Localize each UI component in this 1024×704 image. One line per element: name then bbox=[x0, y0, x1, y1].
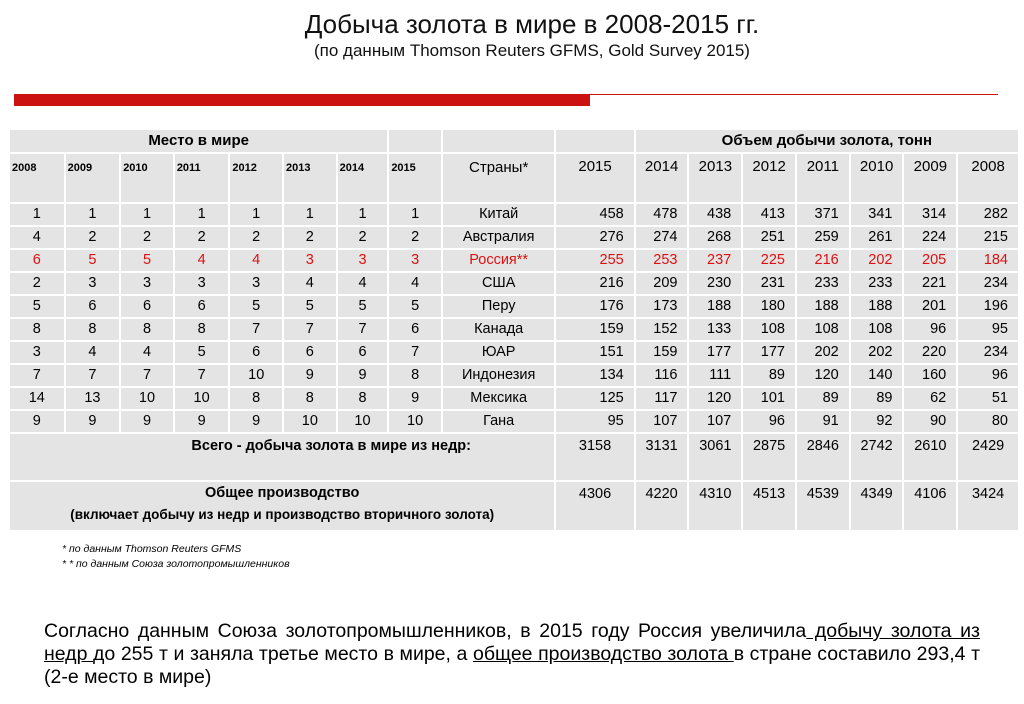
volume-cell: 233 bbox=[850, 272, 904, 295]
volume-cell: 216 bbox=[555, 272, 634, 295]
rank-cell: 1 bbox=[229, 203, 283, 226]
rank-cell: 8 bbox=[337, 387, 389, 410]
rank-cell: 3 bbox=[174, 272, 230, 295]
volume-cell: 202 bbox=[850, 249, 904, 272]
rank-header: Место в мире bbox=[9, 129, 388, 153]
rank-cell: 2 bbox=[174, 226, 230, 249]
total-value-cell: 3158 bbox=[555, 433, 634, 481]
volume-cell: 274 bbox=[635, 226, 689, 249]
volume-cell: 107 bbox=[635, 410, 689, 433]
table-row bbox=[9, 272, 1019, 295]
page-title: Добыча золота в мире в 2008-2015 гг. bbox=[304, 9, 760, 39]
volume-cell: 314 bbox=[903, 203, 957, 226]
rank-cell: 5 bbox=[229, 295, 283, 318]
volume-cell: 234 bbox=[957, 341, 1019, 364]
table-row bbox=[9, 249, 1019, 272]
volume-cell: 188 bbox=[850, 295, 904, 318]
table-row bbox=[9, 226, 1019, 249]
rank-cell: 5 bbox=[283, 295, 337, 318]
volume-cell: 133 bbox=[688, 318, 742, 341]
rank-cell: 7 bbox=[9, 364, 65, 387]
volume-cell: 371 bbox=[796, 203, 850, 226]
rank-cell: 6 bbox=[120, 295, 174, 318]
rank-cell: 6 bbox=[174, 295, 230, 318]
volume-cell: 413 bbox=[742, 203, 796, 226]
volume-cell: 259 bbox=[796, 226, 850, 249]
total-value-cell: 2429 bbox=[957, 433, 1019, 481]
volume-cell: 231 bbox=[742, 272, 796, 295]
country-cell: Китай bbox=[442, 203, 555, 226]
rank-cell: 7 bbox=[120, 364, 174, 387]
volume-cell: 188 bbox=[688, 295, 742, 318]
volume-cell: 51 bbox=[957, 387, 1019, 410]
footnote-1: * по данным Thomson Reuters GFMS bbox=[62, 543, 242, 555]
rank-cell: 10 bbox=[388, 410, 442, 433]
rank-cell: 5 bbox=[388, 295, 442, 318]
rank-cell: 9 bbox=[337, 364, 389, 387]
rank-cell: 6 bbox=[388, 318, 442, 341]
total-value-cell: 2742 bbox=[850, 433, 904, 481]
rank-cell: 4 bbox=[120, 341, 174, 364]
rank-cell: 4 bbox=[65, 341, 121, 364]
country-cell: США bbox=[442, 272, 555, 295]
rank-cell: 3 bbox=[9, 341, 65, 364]
volume-cell: 152 bbox=[635, 318, 689, 341]
summary-part-3: в стране составило 293,4 т (2-е место в мире) bbox=[44, 643, 980, 688]
total-value-cell: 3131 bbox=[635, 433, 689, 481]
volume-cell: 120 bbox=[796, 364, 850, 387]
volume-cell: 251 bbox=[742, 226, 796, 249]
rank-cell: 1 bbox=[65, 203, 121, 226]
volume-cell: 160 bbox=[903, 364, 957, 387]
volume-cell: 205 bbox=[903, 249, 957, 272]
production-value-cell: 4539 bbox=[796, 481, 850, 531]
rank-year-header: 2014 bbox=[337, 153, 389, 203]
rank-cell: 2 bbox=[283, 226, 337, 249]
rank-cell: 9 bbox=[229, 410, 283, 433]
volume-cell: 89 bbox=[742, 364, 796, 387]
volume-cell: 276 bbox=[555, 226, 634, 249]
rank-cell: 6 bbox=[337, 341, 389, 364]
rank-cell: 8 bbox=[174, 318, 230, 341]
volume-cell: 151 bbox=[555, 341, 634, 364]
gold-production-table bbox=[8, 128, 1020, 532]
volume-cell: 201 bbox=[903, 295, 957, 318]
volume-cell: 253 bbox=[635, 249, 689, 272]
rank-cell: 1 bbox=[120, 203, 174, 226]
rank-cell: 7 bbox=[283, 318, 337, 341]
production-sublabel: (включает добычу из недр и производство вторичного золота) bbox=[70, 507, 495, 522]
total-value-cell: 3061 bbox=[688, 433, 742, 481]
rank-cell: 1 bbox=[283, 203, 337, 226]
volume-cell: 80 bbox=[957, 410, 1019, 433]
country-cell: Гана bbox=[442, 410, 555, 433]
production-value-cell: 4310 bbox=[688, 481, 742, 531]
rank-cell: 10 bbox=[120, 387, 174, 410]
volume-cell: 116 bbox=[635, 364, 689, 387]
volume-year-header: 2013 bbox=[688, 153, 742, 203]
rank-cell: 6 bbox=[9, 249, 65, 272]
volume-cell: 220 bbox=[903, 341, 957, 364]
volume-cell: 120 bbox=[688, 387, 742, 410]
volume-cell: 96 bbox=[903, 318, 957, 341]
table-row bbox=[9, 364, 1019, 387]
country-cell: Канада bbox=[442, 318, 555, 341]
rank-cell: 9 bbox=[174, 410, 230, 433]
rank-cell: 13 bbox=[65, 387, 121, 410]
rank-cell: 7 bbox=[388, 341, 442, 364]
rank-cell: 9 bbox=[120, 410, 174, 433]
volume-cell: 140 bbox=[850, 364, 904, 387]
volume-cell: 215 bbox=[957, 226, 1019, 249]
rank-year-header: 2009 bbox=[65, 153, 121, 203]
volume-header-empty bbox=[555, 129, 634, 153]
rank-cell: 9 bbox=[283, 364, 337, 387]
rank-cell: 3 bbox=[337, 249, 389, 272]
volume-year-header: 2012 bbox=[742, 153, 796, 203]
table-row bbox=[9, 387, 1019, 410]
volume-cell: 89 bbox=[796, 387, 850, 410]
rank-cell: 6 bbox=[283, 341, 337, 364]
volume-year-header: 2009 bbox=[903, 153, 957, 203]
rank-cell: 3 bbox=[283, 249, 337, 272]
summary-link-mining: добычу золота из недр bbox=[44, 620, 980, 665]
volume-cell: 224 bbox=[903, 226, 957, 249]
volume-year-header: 2015 bbox=[555, 153, 634, 203]
volume-cell: 125 bbox=[555, 387, 634, 410]
volume-cell: 159 bbox=[635, 341, 689, 364]
volume-cell: 233 bbox=[796, 272, 850, 295]
rank-cell: 10 bbox=[283, 410, 337, 433]
volume-cell: 95 bbox=[957, 318, 1019, 341]
country-header: Страны* bbox=[442, 153, 555, 203]
volume-cell: 62 bbox=[903, 387, 957, 410]
rank-cell: 3 bbox=[120, 272, 174, 295]
volume-cell: 108 bbox=[742, 318, 796, 341]
rank-cell: 1 bbox=[337, 203, 389, 226]
production-value-cell: 4513 bbox=[742, 481, 796, 531]
volume-year-header: 2010 bbox=[850, 153, 904, 203]
volume-cell: 96 bbox=[742, 410, 796, 433]
accent-line bbox=[590, 94, 998, 95]
volume-cell: 173 bbox=[635, 295, 689, 318]
volume-cell: 90 bbox=[903, 410, 957, 433]
country-cell: Индонезия bbox=[442, 364, 555, 387]
rank-cell: 7 bbox=[65, 364, 121, 387]
volume-cell: 159 bbox=[555, 318, 634, 341]
volume-cell: 282 bbox=[957, 203, 1019, 226]
rank-cell: 6 bbox=[229, 341, 283, 364]
country-cell: Мексика bbox=[442, 387, 555, 410]
volume-cell: 91 bbox=[796, 410, 850, 433]
volume-year-header: 2014 bbox=[635, 153, 689, 203]
production-value-cell: 4306 bbox=[555, 481, 634, 531]
volume-cell: 458 bbox=[555, 203, 634, 226]
table-row bbox=[9, 203, 1019, 226]
total-row bbox=[9, 433, 1019, 481]
rank-cell: 2 bbox=[388, 226, 442, 249]
volume-cell: 268 bbox=[688, 226, 742, 249]
summary-part-2: до 255 т и заняла третье место в мире, а bbox=[93, 643, 473, 665]
rank-cell: 1 bbox=[388, 203, 442, 226]
rank-cell: 4 bbox=[9, 226, 65, 249]
volume-cell: 221 bbox=[903, 272, 957, 295]
rank-cell: 2 bbox=[229, 226, 283, 249]
volume-cell: 134 bbox=[555, 364, 634, 387]
volume-cell: 96 bbox=[957, 364, 1019, 387]
rank-cell: 3 bbox=[65, 272, 121, 295]
rank-cell: 4 bbox=[283, 272, 337, 295]
volume-cell: 261 bbox=[850, 226, 904, 249]
rank-cell: 8 bbox=[9, 318, 65, 341]
rank-cell: 5 bbox=[120, 249, 174, 272]
rank-cell: 1 bbox=[9, 203, 65, 226]
summary-link-production: общее производство золота bbox=[473, 643, 734, 665]
volume-cell: 108 bbox=[796, 318, 850, 341]
rank-cell: 7 bbox=[337, 318, 389, 341]
country-cell: Перу bbox=[442, 295, 555, 318]
production-value-cell: 4349 bbox=[850, 481, 904, 531]
country-cell: Россия** bbox=[442, 249, 555, 272]
rank-cell: 10 bbox=[229, 364, 283, 387]
volume-cell: 95 bbox=[555, 410, 634, 433]
volume-cell: 184 bbox=[957, 249, 1019, 272]
volume-cell: 177 bbox=[688, 341, 742, 364]
rank-cell: 4 bbox=[229, 249, 283, 272]
rank-cell: 9 bbox=[388, 387, 442, 410]
country-cell: ЮАР bbox=[442, 341, 555, 364]
volume-cell: 180 bbox=[742, 295, 796, 318]
rank-cell: 8 bbox=[388, 364, 442, 387]
production-value-cell: 3424 bbox=[957, 481, 1019, 531]
rank-cell: 3 bbox=[388, 249, 442, 272]
volume-cell: 177 bbox=[742, 341, 796, 364]
rank-cell: 9 bbox=[9, 410, 65, 433]
production-label-cell bbox=[9, 481, 555, 531]
summary-paragraph bbox=[44, 620, 980, 689]
volume-cell: 101 bbox=[742, 387, 796, 410]
rank-cell: 2 bbox=[337, 226, 389, 249]
table-row bbox=[9, 295, 1019, 318]
total-label: Всего - добыча золота в мире из недр: bbox=[9, 433, 555, 481]
volume-cell: 196 bbox=[957, 295, 1019, 318]
rank-cell: 8 bbox=[283, 387, 337, 410]
rank-cell: 1 bbox=[174, 203, 230, 226]
table-row bbox=[9, 318, 1019, 341]
total-value-cell: 2875 bbox=[742, 433, 796, 481]
rank-cell: 2 bbox=[9, 272, 65, 295]
total-value-cell: 2610 bbox=[903, 433, 957, 481]
volume-year-header: 2008 bbox=[957, 153, 1019, 203]
rank-year-header: 2008 bbox=[9, 153, 65, 203]
rank-cell: 10 bbox=[174, 387, 230, 410]
volume-cell: 107 bbox=[688, 410, 742, 433]
production-row bbox=[9, 481, 1019, 531]
rank-cell: 2 bbox=[120, 226, 174, 249]
rank-cell: 7 bbox=[174, 364, 230, 387]
summary-part-1: Согласно данным Союза золотопромышленников, в 2015 году Россия увеличила bbox=[44, 620, 807, 642]
rank-year-header: 2015 bbox=[388, 153, 442, 203]
table-row bbox=[9, 341, 1019, 364]
rank-cell: 8 bbox=[229, 387, 283, 410]
volume-cell: 108 bbox=[850, 318, 904, 341]
volume-year-header: 2011 bbox=[796, 153, 850, 203]
volume-cell: 230 bbox=[688, 272, 742, 295]
rank-year-header: 2012 bbox=[229, 153, 283, 203]
volume-header: Объем добычи золота, тонн bbox=[635, 129, 1019, 153]
production-label: Общее производство bbox=[205, 485, 360, 501]
rank-cell: 14 bbox=[9, 387, 65, 410]
country-cell: Австралия bbox=[442, 226, 555, 249]
volume-cell: 202 bbox=[796, 341, 850, 364]
rank-year-header: 2013 bbox=[283, 153, 337, 203]
rank-cell: 4 bbox=[174, 249, 230, 272]
rank-year-header: 2011 bbox=[174, 153, 230, 203]
volume-cell: 176 bbox=[555, 295, 634, 318]
rank-cell: 2 bbox=[65, 226, 121, 249]
volume-cell: 225 bbox=[742, 249, 796, 272]
volume-cell: 216 bbox=[796, 249, 850, 272]
volume-cell: 234 bbox=[957, 272, 1019, 295]
volume-cell: 89 bbox=[850, 387, 904, 410]
volume-cell: 202 bbox=[850, 341, 904, 364]
volume-cell: 237 bbox=[688, 249, 742, 272]
table-row bbox=[9, 410, 1019, 433]
rank-cell: 5 bbox=[9, 295, 65, 318]
volume-cell: 117 bbox=[635, 387, 689, 410]
total-value-cell: 2846 bbox=[796, 433, 850, 481]
rank-year-header: 2010 bbox=[120, 153, 174, 203]
volume-cell: 188 bbox=[796, 295, 850, 318]
rank-cell: 4 bbox=[388, 272, 442, 295]
production-value-cell: 4220 bbox=[635, 481, 689, 531]
volume-cell: 111 bbox=[688, 364, 742, 387]
rank-cell: 8 bbox=[120, 318, 174, 341]
rank-cell: 5 bbox=[337, 295, 389, 318]
volume-cell: 438 bbox=[688, 203, 742, 226]
rank-cell: 9 bbox=[65, 410, 121, 433]
rank-cell: 3 bbox=[229, 272, 283, 295]
page-subtitle: (по данным Thomson Reuters GFMS, Gold Survey 2015) bbox=[314, 41, 750, 60]
accent-bar bbox=[14, 94, 590, 106]
country-header-top bbox=[442, 129, 555, 153]
rank-cell: 5 bbox=[65, 249, 121, 272]
volume-cell: 209 bbox=[635, 272, 689, 295]
rank-cell: 4 bbox=[337, 272, 389, 295]
rank-header-empty bbox=[388, 129, 442, 153]
volume-cell: 255 bbox=[555, 249, 634, 272]
rank-cell: 5 bbox=[174, 341, 230, 364]
rank-cell: 8 bbox=[65, 318, 121, 341]
rank-cell: 6 bbox=[65, 295, 121, 318]
footnotes bbox=[62, 542, 290, 572]
volume-cell: 341 bbox=[850, 203, 904, 226]
footnote-2: * * по данным Союза золотопромышленников bbox=[62, 558, 290, 570]
volume-cell: 92 bbox=[850, 410, 904, 433]
rank-cell: 10 bbox=[337, 410, 389, 433]
rank-cell: 7 bbox=[229, 318, 283, 341]
volume-cell: 478 bbox=[635, 203, 689, 226]
production-value-cell: 4106 bbox=[903, 481, 957, 531]
